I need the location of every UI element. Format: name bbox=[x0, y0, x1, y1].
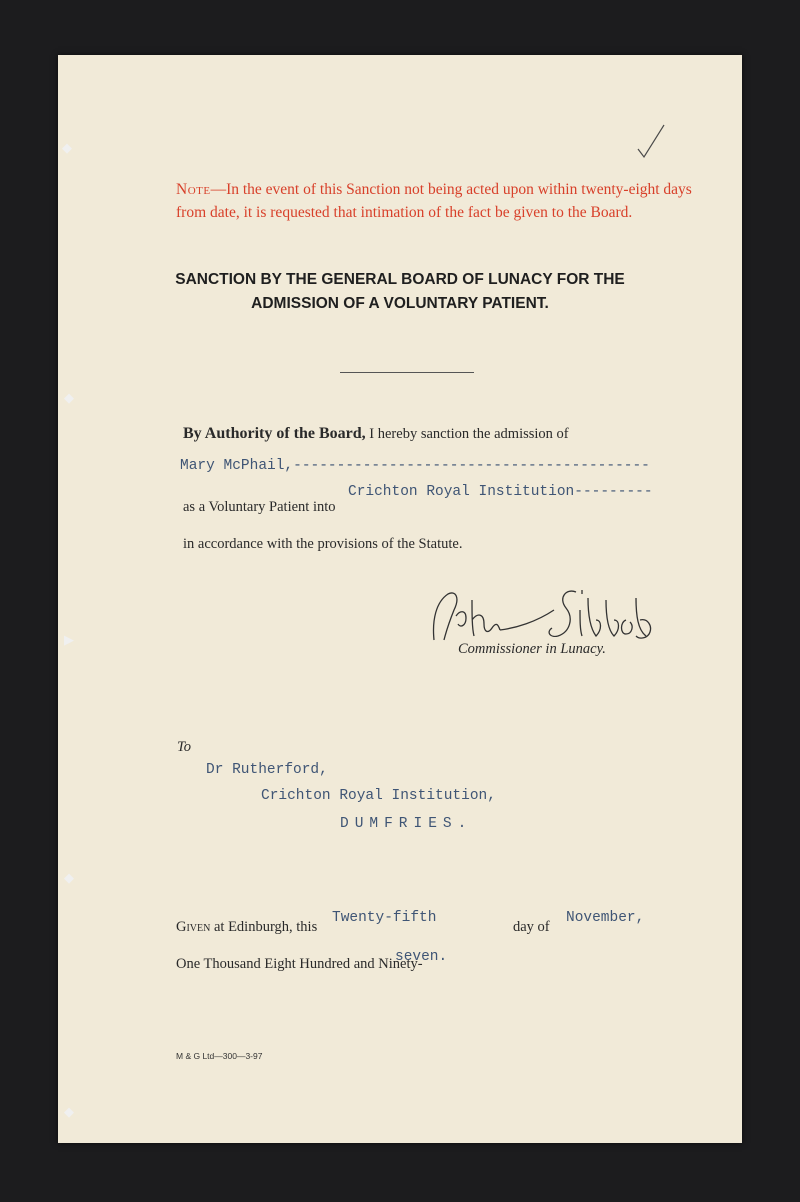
address-line-2: Crichton Royal Institution, bbox=[261, 788, 496, 804]
year-typed: seven. bbox=[395, 949, 448, 965]
binding-mark: ◆ bbox=[64, 870, 74, 885]
binding-mark: ◆ bbox=[62, 140, 72, 155]
address-line-1: Dr Rutherford, bbox=[206, 762, 328, 778]
given-label bbox=[176, 919, 317, 936]
note-text bbox=[176, 178, 696, 224]
address-to: To bbox=[177, 739, 191, 755]
given-day: Twenty-fifth bbox=[332, 910, 437, 926]
address-line-3: DUMFRIES. bbox=[340, 816, 473, 832]
handwritten-signature bbox=[426, 580, 656, 650]
title-line-2: ADMISSION OF A VOLUNTARY PATIENT. bbox=[251, 295, 549, 312]
note-body: —In the event of this Sanction not being acted upon within twenty-eight days from date, it is requested that intimation of the fact be given to the Board. bbox=[176, 181, 692, 221]
patient-name: Mary McPhail,----------------------------------------- bbox=[180, 458, 650, 474]
authority-heading: By Authority of the Board, bbox=[183, 425, 366, 442]
printer-mark: M & G Ltd—300—3-97 bbox=[176, 1051, 263, 1061]
given-month: November, bbox=[566, 910, 645, 926]
authority-text: I hereby sanction the admission of bbox=[369, 426, 569, 442]
voluntary-label: as a Voluntary Patient into bbox=[183, 499, 336, 515]
statute-text: in accordance with the provisions of the Statute. bbox=[183, 536, 463, 552]
binding-mark: ◆ bbox=[64, 390, 74, 405]
note-lead: Note bbox=[176, 181, 211, 198]
check-mark-icon bbox=[636, 123, 666, 159]
given-label-sc: Given bbox=[176, 919, 211, 935]
year-label: One Thousand Eight Hundred and Ninety- bbox=[176, 956, 423, 972]
document-page bbox=[58, 55, 742, 1143]
authority-line bbox=[183, 425, 703, 443]
binding-mark: ◆ bbox=[64, 1104, 74, 1119]
institution-typed: Crichton Royal Institution--------- bbox=[348, 484, 653, 500]
day-of-label: day of bbox=[513, 919, 550, 935]
divider bbox=[340, 372, 474, 373]
document-title bbox=[118, 268, 682, 316]
given-label-rest: at Edinburgh, this bbox=[210, 919, 318, 935]
binding-mark: ▶ bbox=[64, 632, 74, 647]
commissioner-title: Commissioner in Lunacy. bbox=[458, 641, 606, 657]
title-line-1: SANCTION BY THE GENERAL BOARD OF LUNACY FOR THE bbox=[175, 271, 625, 288]
